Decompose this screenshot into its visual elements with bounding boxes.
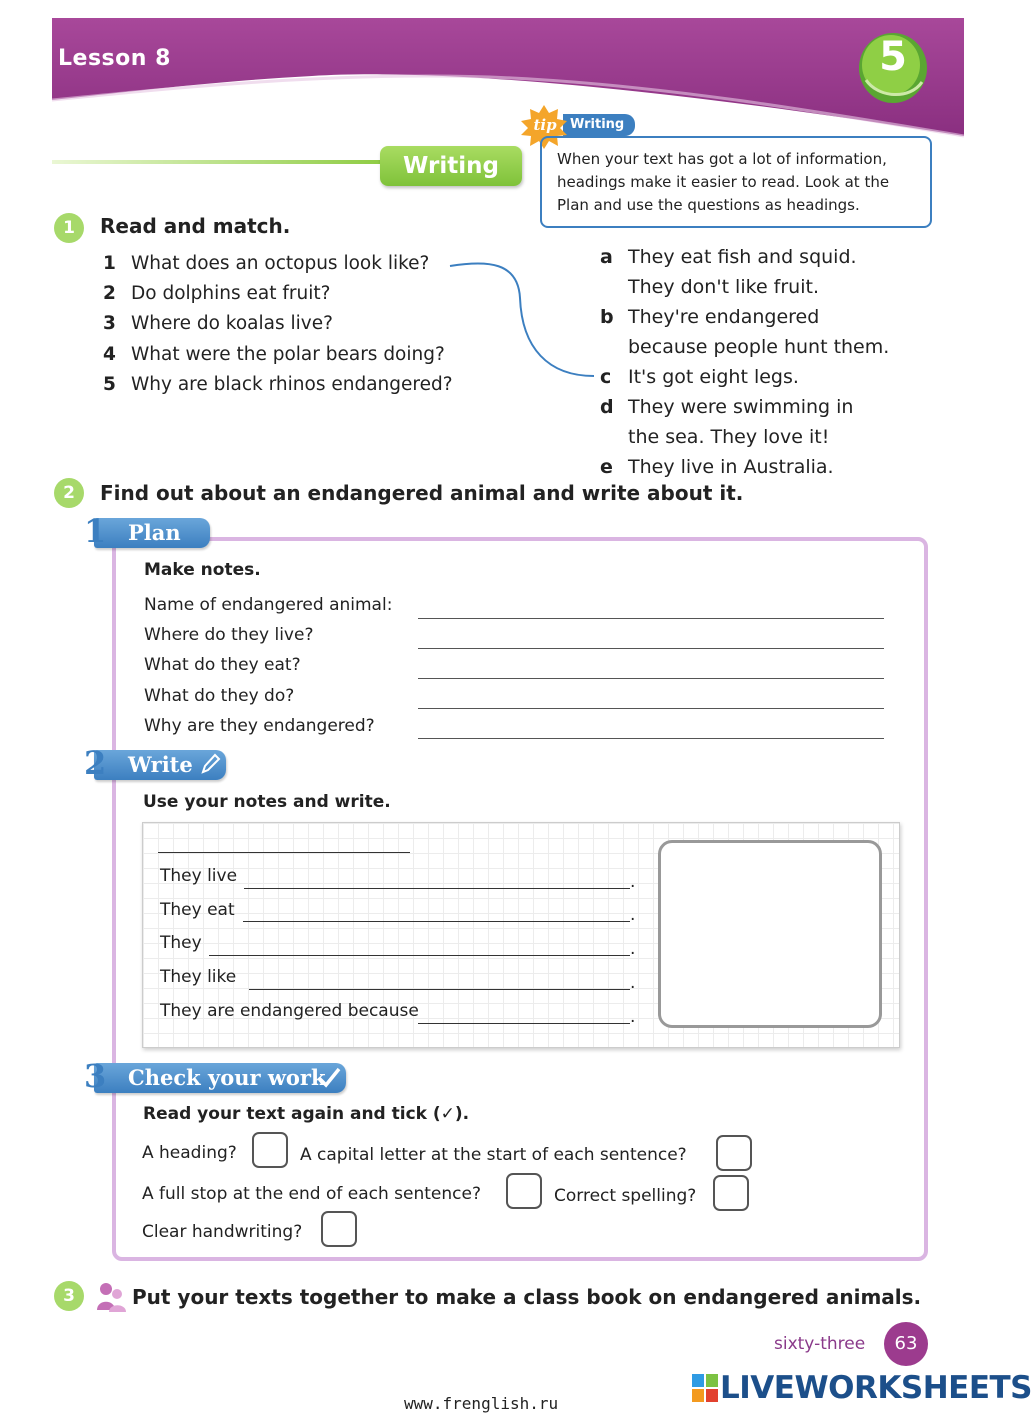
check-step-number: 3 [84, 1057, 107, 1095]
question-item: 4 What were the polar bears doing? [103, 344, 445, 365]
group-work-icon [96, 1280, 128, 1312]
answer-item: c It's got eight legs. [600, 366, 799, 388]
lesson-banner [52, 18, 964, 136]
full-stop: . [630, 939, 636, 959]
tip-line: When your text has got a lot of information, [557, 150, 887, 168]
full-stop: . [630, 905, 636, 925]
question-item: 5 Why are black rhinos endangered? [103, 374, 453, 395]
sentence-starter: They are endangered because [160, 1001, 419, 1021]
answer-item: a They eat fish and squid. They don't like fruit. [600, 246, 857, 298]
write-label: Write [94, 750, 226, 780]
note-label: Where do they live? [144, 625, 314, 645]
note-input-line[interactable] [418, 678, 884, 679]
answer-item: e They live in Australia. [600, 456, 834, 478]
picture-box[interactable] [658, 840, 882, 1028]
check-label: Check your work [94, 1063, 346, 1093]
check-item-label: Correct spelling? [554, 1186, 697, 1206]
tip-badge: tip [533, 116, 557, 134]
full-stop: . [630, 973, 636, 993]
section-divider [52, 160, 392, 164]
sentence-input-line[interactable] [243, 921, 630, 922]
check-box[interactable] [321, 1211, 357, 1247]
unit-number: 5 [879, 34, 907, 80]
note-label: What do they eat? [144, 655, 301, 675]
pencil-icon [198, 752, 222, 776]
page-number-word: sixty-three [774, 1334, 866, 1354]
lesson-title: Lesson 8 [58, 46, 171, 71]
exercise-number: 2 [54, 478, 84, 508]
note-label: What do they do? [144, 686, 295, 706]
check-item-label: Clear handwriting? [142, 1222, 303, 1242]
full-stop: . [630, 1007, 636, 1027]
sentence-input-line[interactable] [418, 1023, 630, 1024]
plan-label: Plan [94, 518, 210, 548]
exercise-title: Read and match. [100, 214, 291, 238]
check-box[interactable] [252, 1132, 288, 1168]
tip-line: Plan and use the questions as headings. [557, 196, 860, 214]
source-url: www.frenglish.ru [404, 1394, 559, 1413]
check-subtitle: Read your text again and tick (✓). [143, 1104, 470, 1124]
check-box[interactable] [716, 1135, 752, 1171]
note-input-line[interactable] [418, 648, 884, 649]
sentence-starter: They [160, 933, 202, 953]
note-label: Name of endangered animal: [144, 595, 393, 615]
note-input-line[interactable] [418, 738, 884, 739]
tip-line: headings make it easier to read. Look at the [557, 173, 890, 191]
tip-tag: Writing [563, 114, 635, 136]
liveworksheets-logo-icon [692, 1374, 718, 1402]
check-item-label: A heading? [142, 1143, 237, 1163]
answer-item: b They're endangered because people hunt them. [600, 306, 890, 358]
sentence-starter: They live [160, 866, 238, 886]
sentence-input-line[interactable] [249, 989, 630, 990]
check-box[interactable] [506, 1173, 542, 1209]
page-number: 63 [884, 1322, 928, 1366]
exercise-title: Find out about an endangered animal and write about it. [100, 481, 744, 505]
answer-item: d They were swimming in the sea. They love it! [600, 396, 854, 448]
plan-step-number: 1 [84, 512, 107, 550]
sentence-starter: They like [160, 967, 237, 987]
note-label: Why are they endangered? [144, 716, 375, 736]
section-title: Writing [380, 146, 522, 186]
exercise-title: Put your texts together to make a class book on endangered animals. [132, 1285, 922, 1309]
plan-subtitle: Make notes. [144, 560, 261, 580]
tip-box [540, 136, 932, 228]
full-stop: . [630, 872, 636, 892]
checkmark-icon [316, 1066, 342, 1090]
check-box[interactable] [713, 1175, 749, 1211]
write-step-number: 2 [84, 744, 107, 782]
note-input-line[interactable] [418, 708, 884, 709]
exercise-number: 1 [54, 213, 84, 243]
question-item: 2 Do dolphins eat fruit? [103, 283, 331, 304]
check-item-label: A full stop at the end of each sentence? [142, 1184, 481, 1204]
sentence-input-line[interactable] [244, 888, 630, 889]
question-item: 1 What does an octopus look like? [103, 253, 430, 274]
exercise-number: 3 [54, 1281, 84, 1311]
note-input-line[interactable] [418, 618, 884, 619]
check-item-label: A capital letter at the start of each sentence? [300, 1145, 687, 1165]
liveworksheets-brand[interactable]: LIVEWORKSHEETS [720, 1370, 1032, 1406]
write-subtitle: Use your notes and write. [143, 792, 391, 812]
sentence-input-line[interactable] [209, 955, 630, 956]
question-item: 3 Where do koalas live? [103, 313, 333, 334]
match-example-line [448, 258, 596, 382]
heading-input-line[interactable] [158, 852, 410, 853]
sentence-starter: They eat [160, 900, 235, 920]
